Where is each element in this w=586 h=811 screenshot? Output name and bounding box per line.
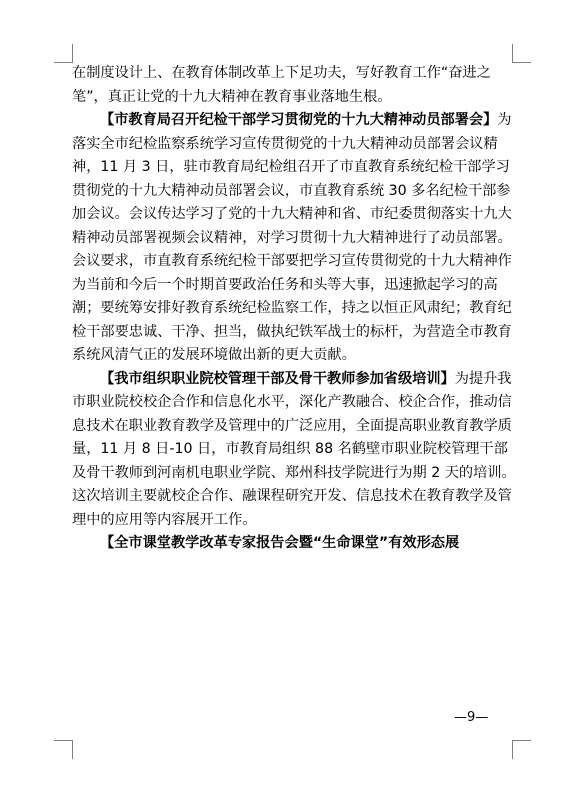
document-body: [72, 62, 517, 556]
paragraph-discipline-meeting: [72, 109, 517, 368]
heading-classroom-reform: 【全市课堂教学改革专家报告会暨“生命课堂”有效形态展: [100, 535, 460, 551]
body-vocational-training: 为提升我市职业院校校企合作和信息化水平，深化产教融合、校企合作，推动信息技术在职业教育教学及管理中的广泛应用，全面提高职业教育教学质量，11 月 8 日-10 日，市教育局组织 88 名鹤壁市职业院校管理干部及骨干教师到河南机电职业学院、郑州科技学院进行为期 2 天的培训。这次培训主要就校企合作、融课程研究开发、信息技术在教育教学及管理中的应用等内容展开工作。: [72, 370, 516, 528]
margin-corner-bottom-right: [512, 740, 531, 759]
heading-vocational-training: 【我市组织职业院校管理干部及骨干教师参加省级培训】: [100, 370, 455, 387]
heading-discipline-meeting: 【市教育局召开纪检干部学习贯彻党的十九大精神动员部署会】: [100, 112, 498, 128]
paragraph-intro: 在制度设计上、在教育体制改革上下足功夫，写好教育工作“奋进之笔”，真正让党的十九大精神在教育事业落地生根。: [72, 65, 491, 105]
page-number: —9—: [454, 710, 489, 725]
margin-corner-bottom-left: [54, 740, 73, 759]
body-discipline-meeting: 为落实全市纪检监察系统学习宣传贯彻党的十九大精神动员部署会议精神，11 月 3 日，驻市教育局纪检组召开了市直教育系统纪检干部学习贯彻党的十九大精神动员部署会议，市直教育系统 30 多名纪检干部参加会议。会议传达学习了党的十九大精神和省、市纪委贯彻落实十九大精神动员部署视频会议精神，对学习贯彻十九大精神进行了动员部署。会议要求，市直教育系统纪检干部要把学习宣传贯彻党的十九大精神作为当前和今后一个时期首要政治任务和头等大事，迅速掀起学习的高潮；要统筹安排好教育系统纪检监察工作，持之以恒正风肃纪；教育纪检干部要忠诚、干净、担当，做执纪铁军战士的标杆，为营造全市教育系统风清气正的发展环境做出新的更大贡献。: [72, 112, 512, 363]
paragraph-classroom-reform: [72, 532, 517, 556]
margin-corner-top-left: [54, 44, 73, 63]
paragraph-vocational-training: [72, 368, 517, 533]
margin-corner-top-right: [512, 44, 531, 63]
